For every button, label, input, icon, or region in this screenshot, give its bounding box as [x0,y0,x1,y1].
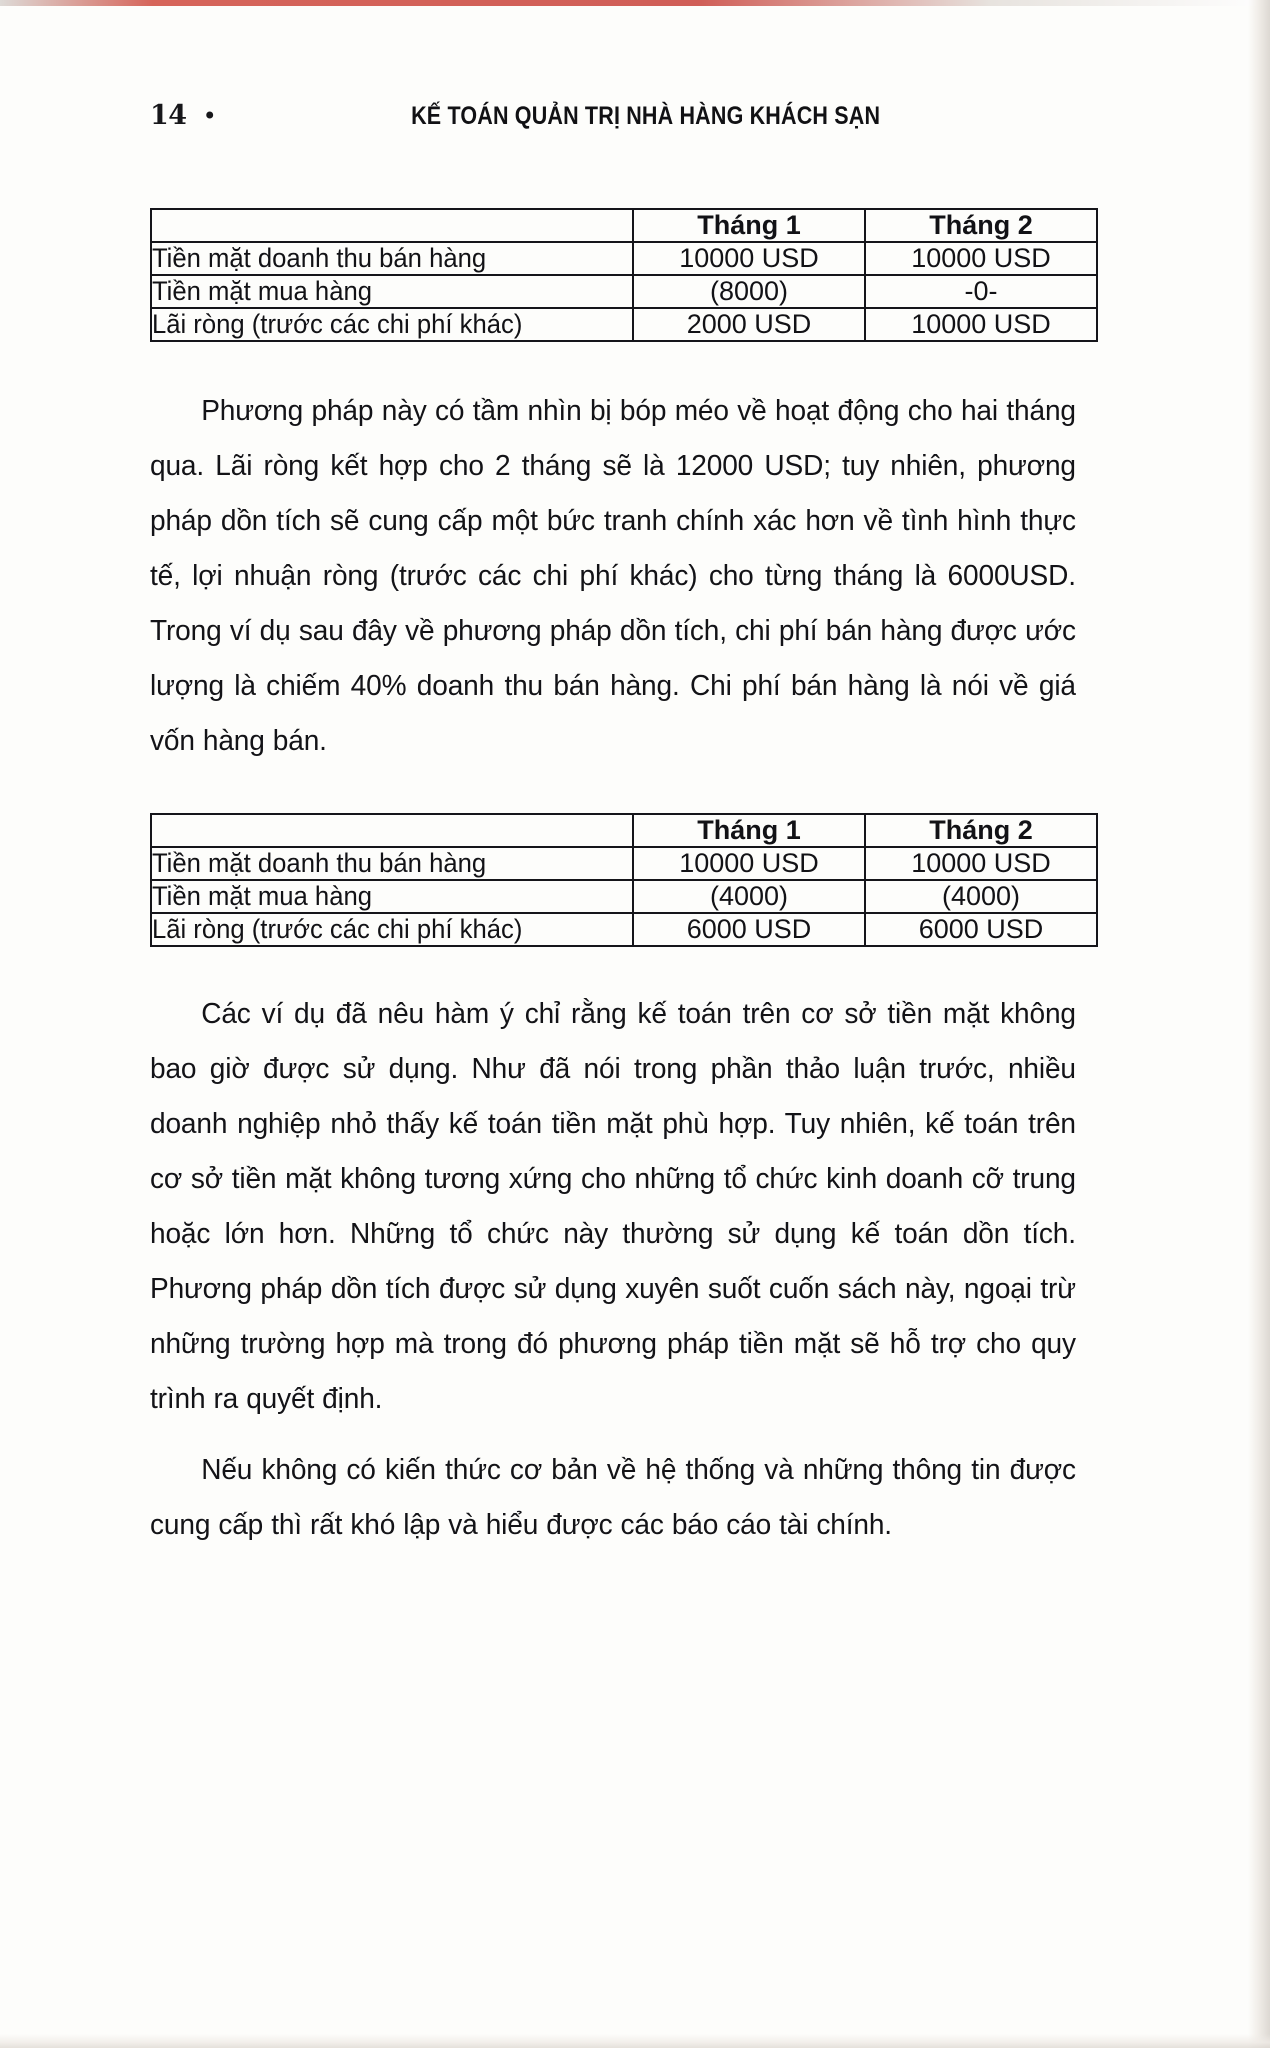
row-value-month2: 10000 USD [865,847,1097,880]
table-row [151,847,1097,880]
row-label: Tiền mặt doanh thu bán hàng [151,847,609,880]
paragraph-distorted-view: Phương pháp này có tầm nhìn bị bóp méo về hoạt động cho hai tháng qua. Lãi ròng kết hợp cho 2 tháng sẽ là 12000 USD; tuy nhiên, phương pháp dồn tích sẽ cung cấp một bức tranh chính xác hơn về tình hình thực tế, lợi nhuận ròng (trước các chi phí khác) cho từng tháng là 6000USD. Trong ví dụ sau đây về phương pháp dồn tích, chi phí bán hàng được ước lượng là chiếm 40% doanh thu bán hàng. Chi phí bán hàng là nói về giá vốn hàng bán. [150,395,1076,757]
table-row [151,242,1097,275]
table-header-blank [151,209,633,242]
page-content [150,100,1090,1553]
row-value-month1: 6000 USD [633,913,865,946]
scan-edge-top [0,0,1270,6]
row-label: Tiền mặt mua hàng [151,275,609,308]
row-value-month1: 2000 USD [633,308,865,341]
spacer [150,342,1090,384]
table-header-row [151,814,1097,847]
spacer [150,1427,1090,1443]
row-value-month2: 10000 USD [865,308,1097,341]
row-value-month1: 10000 USD [633,847,865,880]
row-label: Lãi ròng (trước các chi phí khác) [151,913,609,946]
table-header-month1: Tháng 1 [633,209,865,242]
scan-edge-right [1248,0,1270,2048]
row-label: Tiền mặt doanh thu bán hàng [151,242,609,275]
row-label: Lãi ròng (trước các chi phí khác) [151,308,609,341]
row-value-month2: 10000 USD [865,242,1097,275]
paragraph-cash-basis-usage: Các ví dụ đã nêu hàm ý chỉ rằng kế toán trên cơ sở tiền mặt không bao giờ được sử dụng. Như đã nói trong phần thảo luận trước, nhiều doanh nghiệp nhỏ thấy kế toán tiền mặt phù hợp. Tuy nhiên, kế toán trên cơ sở tiền mặt không tương xứng cho những tổ chức kinh doanh cỡ trung hoặc lớn hơn. Những tổ chức này thường sử dụng kế toán dồn tích. Phương pháp dồn tích được sử dụng xuyên suốt cuốn sách này, ngoại trừ những trường hợp mà trong đó phương pháp tiền mặt sẽ hỗ trợ cho quy trình ra quyết định. [150,998,1076,1415]
row-value-month1: (8000) [633,275,865,308]
table-row [151,275,1097,308]
table-row [151,913,1097,946]
row-value-month2: (4000) [865,880,1097,913]
row-label: Tiền mặt mua hàng [151,880,609,913]
row-value-month1: 10000 USD [633,242,865,275]
table-cash-basis [150,208,1098,342]
running-head-title: KẾ TOÁN QUẢN TRỊ NHÀ HÀNG KHÁCH SẠN [410,102,880,130]
paragraph-basic-knowledge: Nếu không có kiến thức cơ bản về hệ thống và những thông tin được cung cấp thì rất khó lập và hiểu được các báo cáo tài chính. [150,1454,1076,1541]
table-row [151,308,1097,341]
table-header-row [151,209,1097,242]
table-header-month1: Tháng 1 [633,814,865,847]
table-accrual-basis [150,813,1098,947]
spacer [150,947,1090,987]
running-head [150,100,1090,146]
row-value-month2: 6000 USD [865,913,1097,946]
table-header-blank [151,814,633,847]
row-value-month2: -0- [865,275,1097,308]
table-header-month2: Tháng 2 [865,209,1097,242]
table-header-month2: Tháng 2 [865,814,1097,847]
row-value-month1: (4000) [633,880,865,913]
folio-bullet-icon: • [202,102,217,130]
scan-edge-bottom [0,2034,1270,2048]
table-row [151,880,1097,913]
page-number: 14 [150,100,187,131]
